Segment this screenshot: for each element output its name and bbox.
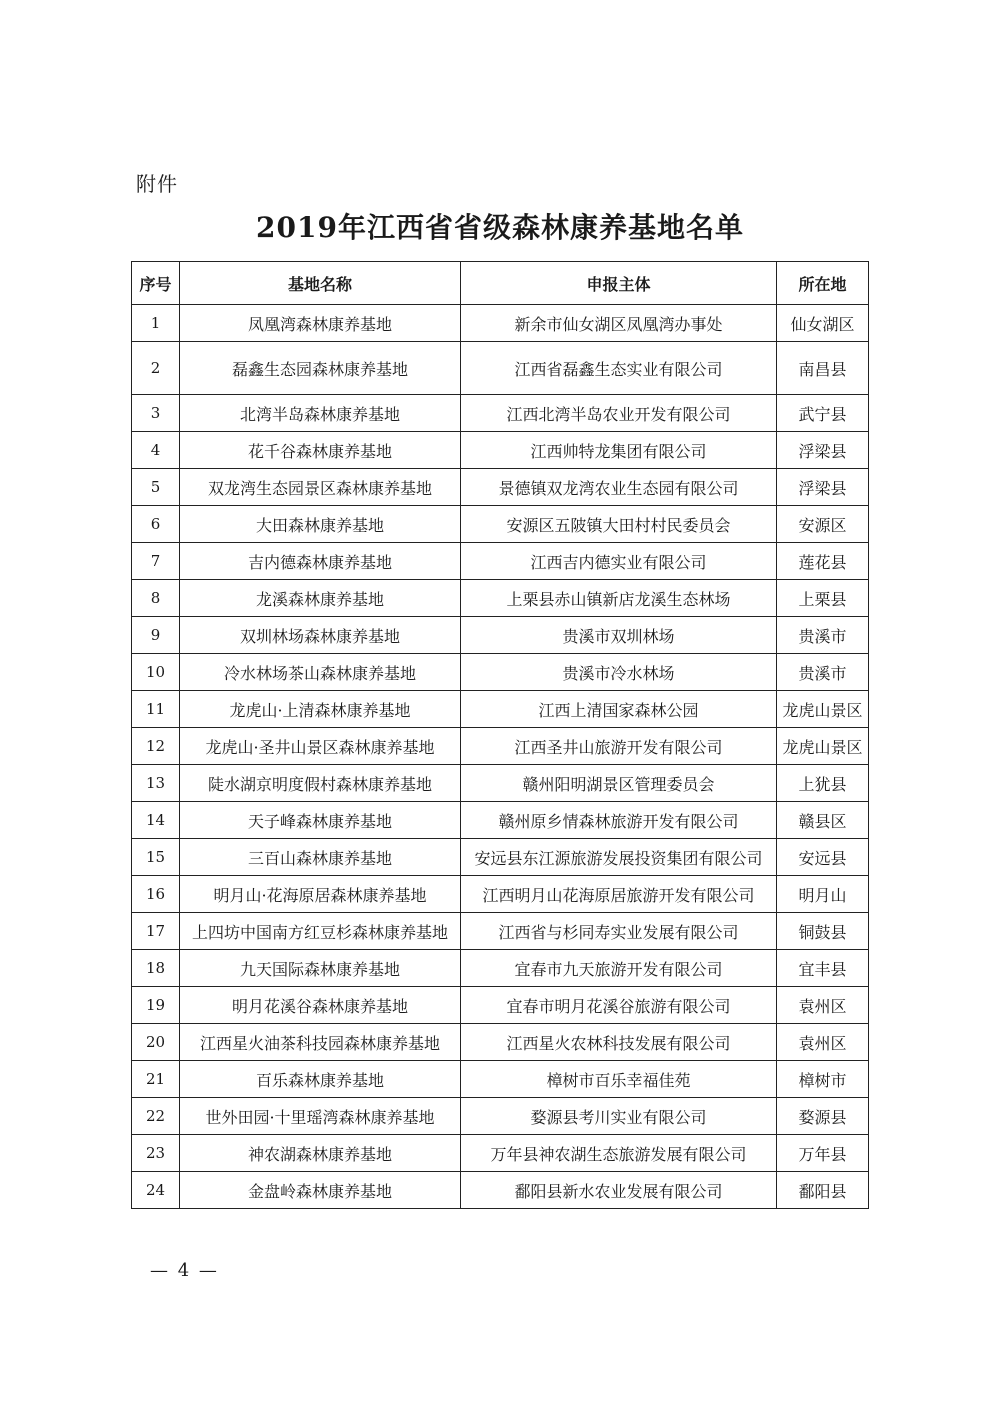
cell-applicant: 婺源县考川实业有限公司 — [461, 1098, 777, 1135]
cell-base-name: 明月山·花海原居森林康养基地 — [180, 876, 461, 913]
cell-location: 宜丰县 — [777, 950, 869, 987]
cell-serial-number: 16 — [132, 876, 180, 913]
cell-base-name: 世外田园·十里瑶湾森林康养基地 — [180, 1098, 461, 1135]
cell-applicant: 江西北湾半岛农业开发有限公司 — [461, 395, 777, 432]
cell-base-name: 上四坊中国南方红豆杉森林康养基地 — [180, 913, 461, 950]
cell-location: 龙虎山景区 — [777, 728, 869, 765]
cell-serial-number: 3 — [132, 395, 180, 432]
cell-serial-number: 2 — [132, 342, 180, 395]
cell-serial-number: 21 — [132, 1061, 180, 1098]
table-header-row — [132, 262, 869, 305]
cell-location: 赣县区 — [777, 802, 869, 839]
cell-applicant: 江西帅特龙集团有限公司 — [461, 432, 777, 469]
cell-applicant: 江西星火农林科技发展有限公司 — [461, 1024, 777, 1061]
cell-location: 龙虎山景区 — [777, 691, 869, 728]
table-row — [132, 654, 869, 691]
document-title: 2019年江西省省级森林康养基地名单 — [256, 211, 744, 244]
cell-applicant: 樟树市百乐幸福佳苑 — [461, 1061, 777, 1098]
cell-base-name: 冷水林场茶山森林康养基地 — [180, 654, 461, 691]
table-body — [132, 305, 869, 1209]
table-row — [132, 1061, 869, 1098]
cell-serial-number: 14 — [132, 802, 180, 839]
cell-location: 浮梁县 — [777, 432, 869, 469]
cell-base-name: 龙虎山·上清森林康养基地 — [180, 691, 461, 728]
cell-serial-number: 18 — [132, 950, 180, 987]
table-row — [132, 1172, 869, 1209]
cell-location: 仙女湖区 — [777, 305, 869, 342]
cell-location: 浮梁县 — [777, 469, 869, 506]
cell-serial-number: 1 — [132, 305, 180, 342]
cell-applicant: 景德镇双龙湾农业生态园有限公司 — [461, 469, 777, 506]
cell-serial-number: 7 — [132, 543, 180, 580]
cell-base-name: 磊鑫生态园森林康养基地 — [180, 342, 461, 395]
cell-location: 莲花县 — [777, 543, 869, 580]
page-number: — 4 — — [150, 1260, 219, 1281]
cell-serial-number: 15 — [132, 839, 180, 876]
cell-serial-number: 5 — [132, 469, 180, 506]
cell-applicant: 宜春市九天旅游开发有限公司 — [461, 950, 777, 987]
cell-serial-number: 23 — [132, 1135, 180, 1172]
cell-serial-number: 13 — [132, 765, 180, 802]
cell-location: 安远县 — [777, 839, 869, 876]
cell-applicant: 江西吉内德实业有限公司 — [461, 543, 777, 580]
cell-location: 袁州区 — [777, 987, 869, 1024]
cell-base-name: 三百山森林康养基地 — [180, 839, 461, 876]
header-applicant: 申报主体 — [461, 262, 777, 305]
cell-base-name: 龙虎山·圣井山景区森林康养基地 — [180, 728, 461, 765]
table-row — [132, 913, 869, 950]
table-row — [132, 839, 869, 876]
cell-location: 万年县 — [777, 1135, 869, 1172]
table-row — [132, 876, 869, 913]
table-row — [132, 395, 869, 432]
table-header — [132, 262, 869, 305]
cell-base-name: 江西星火油茶科技园森林康养基地 — [180, 1024, 461, 1061]
cell-serial-number: 20 — [132, 1024, 180, 1061]
table-row — [132, 802, 869, 839]
cell-serial-number: 8 — [132, 580, 180, 617]
table-row — [132, 580, 869, 617]
cell-applicant: 江西明月山花海原居旅游开发有限公司 — [461, 876, 777, 913]
cell-applicant: 江西上清国家森林公园 — [461, 691, 777, 728]
cell-base-name: 天子峰森林康养基地 — [180, 802, 461, 839]
cell-location: 铜鼓县 — [777, 913, 869, 950]
cell-location: 明月山 — [777, 876, 869, 913]
cell-base-name: 明月花溪谷森林康养基地 — [180, 987, 461, 1024]
cell-applicant: 赣州原乡情森林旅游开发有限公司 — [461, 802, 777, 839]
table-row — [132, 469, 869, 506]
cell-serial-number: 19 — [132, 987, 180, 1024]
cell-base-name: 龙溪森林康养基地 — [180, 580, 461, 617]
cell-base-name: 双龙湾生态园景区森林康养基地 — [180, 469, 461, 506]
attachment-label: 附件 — [136, 172, 178, 196]
header-location: 所在地 — [777, 262, 869, 305]
cell-location: 武宁县 — [777, 395, 869, 432]
cell-applicant: 安远县东江源旅游发展投资集团有限公司 — [461, 839, 777, 876]
cell-location: 贵溪市 — [777, 617, 869, 654]
cell-serial-number: 17 — [132, 913, 180, 950]
cell-applicant: 新余市仙女湖区凤凰湾办事处 — [461, 305, 777, 342]
cell-applicant: 宜春市明月花溪谷旅游有限公司 — [461, 987, 777, 1024]
cell-base-name: 陡水湖京明度假村森林康养基地 — [180, 765, 461, 802]
table-row — [132, 432, 869, 469]
cell-applicant: 鄱阳县新水农业发展有限公司 — [461, 1172, 777, 1209]
table-row — [132, 543, 869, 580]
cell-base-name: 花千谷森林康养基地 — [180, 432, 461, 469]
cell-base-name: 北湾半岛森林康养基地 — [180, 395, 461, 432]
table-row — [132, 950, 869, 987]
table-row — [132, 691, 869, 728]
table-row — [132, 506, 869, 543]
cell-base-name: 神农湖森林康养基地 — [180, 1135, 461, 1172]
cell-serial-number: 4 — [132, 432, 180, 469]
cell-location: 婺源县 — [777, 1098, 869, 1135]
cell-applicant: 江西圣井山旅游开发有限公司 — [461, 728, 777, 765]
cell-base-name: 金盘岭森林康养基地 — [180, 1172, 461, 1209]
forest-wellness-base-table — [131, 261, 869, 1209]
cell-location: 贵溪市 — [777, 654, 869, 691]
table-row — [132, 728, 869, 765]
cell-location: 上犹县 — [777, 765, 869, 802]
cell-serial-number: 11 — [132, 691, 180, 728]
cell-location: 安源区 — [777, 506, 869, 543]
cell-serial-number: 10 — [132, 654, 180, 691]
cell-applicant: 江西省磊鑫生态实业有限公司 — [461, 342, 777, 395]
header-serial-number: 序号 — [132, 262, 180, 305]
cell-applicant: 赣州阳明湖景区管理委员会 — [461, 765, 777, 802]
cell-location: 上栗县 — [777, 580, 869, 617]
table-row — [132, 987, 869, 1024]
cell-base-name: 大田森林康养基地 — [180, 506, 461, 543]
cell-location: 南昌县 — [777, 342, 869, 395]
cell-applicant: 贵溪市双圳林场 — [461, 617, 777, 654]
table-row — [132, 342, 869, 395]
cell-base-name: 双圳林场森林康养基地 — [180, 617, 461, 654]
table-row — [132, 765, 869, 802]
cell-applicant: 万年县神农湖生态旅游发展有限公司 — [461, 1135, 777, 1172]
cell-base-name: 百乐森林康养基地 — [180, 1061, 461, 1098]
table-row — [132, 305, 869, 342]
cell-applicant: 上栗县赤山镇新店龙溪生态林场 — [461, 580, 777, 617]
table-row — [132, 1098, 869, 1135]
cell-serial-number: 6 — [132, 506, 180, 543]
cell-location: 鄱阳县 — [777, 1172, 869, 1209]
cell-applicant: 贵溪市冷水林场 — [461, 654, 777, 691]
cell-location: 袁州区 — [777, 1024, 869, 1061]
cell-applicant: 江西省与杉同寿实业发展有限公司 — [461, 913, 777, 950]
cell-base-name: 凤凰湾森林康养基地 — [180, 305, 461, 342]
cell-applicant: 安源区五陂镇大田村村民委员会 — [461, 506, 777, 543]
cell-base-name: 吉内德森林康养基地 — [180, 543, 461, 580]
table-row — [132, 617, 869, 654]
cell-serial-number: 24 — [132, 1172, 180, 1209]
cell-serial-number: 9 — [132, 617, 180, 654]
cell-serial-number: 22 — [132, 1098, 180, 1135]
table-row — [132, 1135, 869, 1172]
cell-location: 樟树市 — [777, 1061, 869, 1098]
table-row — [132, 1024, 869, 1061]
cell-base-name: 九天国际森林康养基地 — [180, 950, 461, 987]
cell-serial-number: 12 — [132, 728, 180, 765]
header-base-name: 基地名称 — [180, 262, 461, 305]
